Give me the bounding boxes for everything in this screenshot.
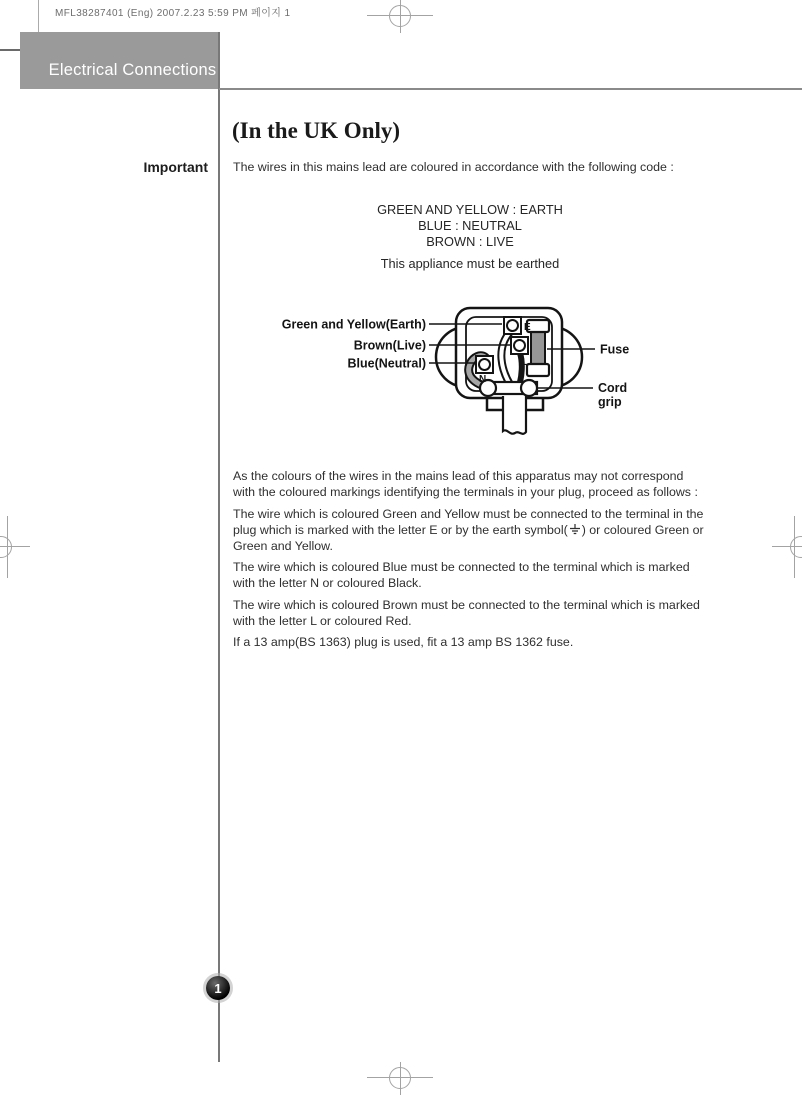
- mains-cable: [503, 396, 526, 434]
- page-title: (In the UK Only): [232, 118, 401, 143]
- terminal-letter-n: N: [479, 374, 487, 385]
- terminal-neutral-screw: [479, 359, 490, 370]
- paragraph-brown-wire: The wire which is coloured Brown must be connected to the terminal which is marked with the letter L or coloured Red.: [233, 598, 700, 628]
- code-line-live: BROWN : LIVE: [426, 234, 514, 249]
- section-header-box: [20, 32, 219, 89]
- label-live: Brown(Live): [353, 338, 426, 353]
- plug-wiring-diagram: [280, 300, 640, 450]
- uk-plug-illustration: [280, 300, 640, 450]
- vertical-rule: [218, 32, 220, 1062]
- crop-mark-circle: [389, 5, 411, 27]
- paragraph-earth-wire-part2: ) or coloured Green or Green and Yellow.: [233, 522, 704, 553]
- paragraph-fuse-rating: If a 13 amp(BS 1363) plug is used, fit a 13 amp BS 1362 fuse.: [233, 635, 574, 649]
- code-line-earth: GREEN AND YELLOW : EARTH: [377, 202, 563, 217]
- colour-code-block: [233, 202, 707, 250]
- crop-mark-circle: [389, 1067, 411, 1089]
- horizontal-rule: [219, 88, 802, 90]
- print-slug-text: MFL38287401 (Eng) 2007.2.23 5:59 PM 페이지 1: [55, 8, 291, 19]
- terminal-letter-e: E: [524, 322, 531, 333]
- section-title: Electrical Connections: [48, 61, 217, 79]
- page-number: 1: [214, 980, 222, 996]
- label-neutral: Blue(Neutral): [347, 356, 426, 371]
- terminal-earth-screw: [507, 320, 518, 331]
- fuse-body: [531, 328, 545, 368]
- label-grip: grip: [598, 395, 622, 409]
- important-label: Important: [143, 159, 208, 175]
- page-number-badge: [206, 976, 230, 1000]
- header-left-tick: [0, 49, 20, 51]
- paragraph-colours-note: As the colours of the wires in the mains lead of this apparatus may not correspond with the coloured markings identifying the terminals in your plug, proceed as follows :: [233, 469, 698, 499]
- crop-mark-circle: [0, 536, 12, 558]
- label-cord: Cord: [598, 381, 628, 395]
- crop-mark-circle: [790, 536, 802, 558]
- terminal-live-screw: [514, 340, 525, 351]
- cord-grip-screw-right: [521, 380, 537, 396]
- paragraph-earth-wire-part1: The wire which is coloured Green and Yellow must be connected to the terminal in the plug which is marked with the letter E or by the earth symbol(: [233, 507, 704, 537]
- paragraph-blue-wire: The wire which is coloured Blue must be connected to the terminal which is marked with the letter N or coloured Black.: [233, 560, 690, 590]
- print-guide-line-topleft: [38, 0, 39, 32]
- intro-paragraph: The wires in this mains lead are coloured in accordance with the following code :: [233, 160, 674, 174]
- paragraph-earth-wire: [233, 507, 707, 554]
- earthed-note: This appliance must be earthed: [380, 256, 560, 271]
- code-line-neutral: BLUE : NEUTRAL: [418, 218, 522, 233]
- label-fuse: Fuse: [600, 342, 630, 357]
- terminal-letter-l: L: [522, 357, 529, 368]
- fuse-cap-bottom: [527, 364, 549, 376]
- earth-symbol-icon: [569, 524, 581, 535]
- label-earth: Green and Yellow(Earth): [281, 317, 426, 332]
